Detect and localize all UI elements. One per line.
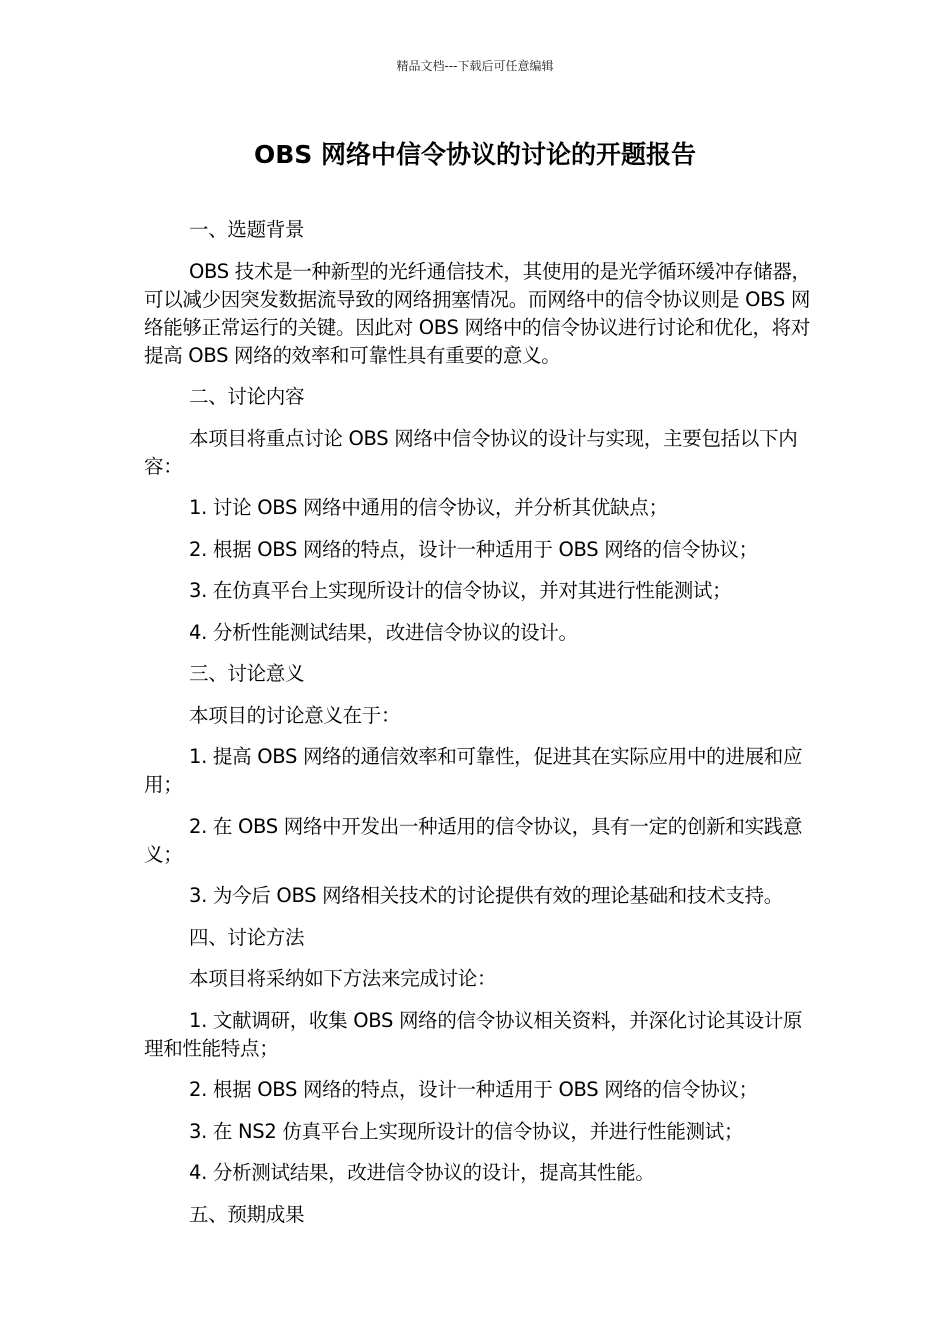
- section-heading-outcomes: 五、预期成果: [189, 1202, 305, 1226]
- list-item-content-4: 4. 分析性能测试结果，改进信令协议的设计。: [189, 620, 578, 644]
- paragraph-background: OBS 技术是一种新型的光纤通信技术，其使用的是光学循环缓冲存储器，可以减少因突发数据流导致的网络拥塞情况。而网络中的信令协议则是 OBS 网络能够正常运行的关键。因此对 OBS 网络中的信令协议进行讨论和优化，将对提高 OBS 网络的效率和可靠性具有重要的意义。: [144, 259, 811, 367]
- section-heading-methods: 四、讨论方法: [189, 925, 305, 949]
- document-body: [144, 216, 820, 1242]
- section-heading-significance: 三、讨论意义: [189, 662, 305, 685]
- list-item-significance-3: 3. 为今后 OBS 网络相关技术的讨论提供有效的理论基础和技术支持。: [189, 884, 783, 907]
- list-item-significance-1: 1. 提高 OBS 网络的通信效率和可靠性，促进其在实际应用中的进展和应用；: [144, 745, 803, 796]
- header-note: 精品文档---下载后可任意编辑: [396, 59, 554, 73]
- paragraph-significance-intro: 本项目的讨论意义在于：: [189, 703, 401, 727]
- list-item-content-2: 2. 根据 OBS 网络的特点，设计一种适用于 OBS 网络的信令协议；: [189, 537, 758, 561]
- list-item-methods-2: 2. 根据 OBS 网络的特点，设计一种适用于 OBS 网络的信令协议；: [189, 1078, 758, 1101]
- document-title: OBS 网络中信令协议的讨论的开题报告: [253, 140, 697, 169]
- list-item-content-3: 3. 在仿真平台上实现所设计的信令协议，并对其进行性能测试；: [189, 579, 732, 602]
- list-item-methods-3: 3. 在 NS2 仿真平台上实现所设计的信令协议，并进行性能测试；: [189, 1119, 744, 1143]
- section-heading-content: 二、讨论内容: [189, 385, 305, 408]
- list-item-content-1: 1. 讨论 OBS 网络中通用的信令协议，并分析其优缺点；: [189, 496, 668, 519]
- list-item-significance-2: 2. 在 OBS 网络中开发出一种适用的信令协议，具有一定的创新和实践意义；: [144, 814, 803, 866]
- section-heading-background: 一、选题背景: [189, 218, 305, 241]
- paragraph-methods-intro: 本项目将采纳如下方法来完成讨论：: [189, 967, 497, 990]
- list-item-methods-4: 4. 分析测试结果，改进信令协议的设计，提高其性能。: [189, 1161, 655, 1184]
- paragraph-content-intro: 本项目将重点讨论 OBS 网络中信令协议的设计与实现，主要包括以下内容：: [144, 426, 798, 478]
- list-item-methods-1: 1. 文献调研，收集 OBS 网络的信令协议相关资料，并深化讨论其设计原理和性能特点；: [144, 1008, 803, 1060]
